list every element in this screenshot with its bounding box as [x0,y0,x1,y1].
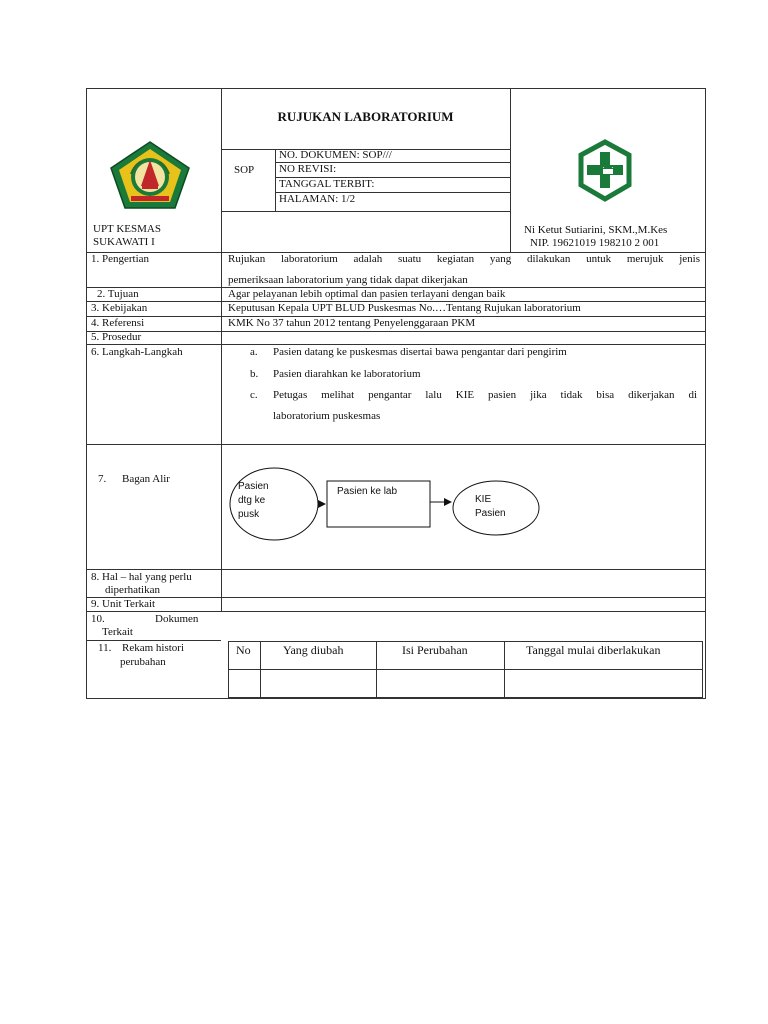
border-right [705,88,706,699]
label-column-divider [221,88,222,611]
kebijakan-text: Keputusan Kepala UPT BLUD Puskesmas No.…Tentang Rujukan laboratorium [228,302,581,314]
tujuan-label: 2. Tujuan [97,288,139,300]
revision-number: NO REVISI: [279,163,337,175]
document-number: NO. DOKUMEN: SOP/// [279,149,392,161]
langkah-item-c-marker: c. [250,389,258,401]
langkah-label: 6. Langkah-Langkah [91,346,183,358]
history-header-date: Tanggal mulai diberlakukan [526,643,661,657]
langkah-item-c-text: Petugas melihat pengantar lalu KIE pasien jika tidak bisa dikerjakan di [273,389,697,401]
flow-node-start-line2: dtg ke [238,495,266,506]
dokumen-number: 10. [91,613,105,625]
pengertian-text-line2: pemeriksaan laboratorium yang tidak dapat dikerjakan [228,274,468,286]
row-line-5 [86,331,705,332]
flow-node-start-line3: pusk [238,509,260,520]
rekam-label-line1: Rekam histori [122,642,185,654]
referensi-text: KMK No 37 tahun 2012 tentang Penyelenggaraan PKM [228,317,476,329]
flow-node-process-label: Pasien ke lab [337,486,398,497]
meta-bottom-line [221,211,510,212]
pengertian-label: 1. Pengertian [91,253,150,265]
border-bottom [86,698,705,699]
referensi-label: 4. Referensi [91,317,145,329]
row-line-7 [86,444,705,445]
row-line-11 [86,640,221,641]
langkah-item-c-continuation: laboratorium puskesmas [273,410,381,422]
langkah-item-a-text: Pasien datang ke puskesmas disertai bawa pengantar dari pengirim [273,346,567,358]
flow-node-end-line2: Pasien [475,508,506,519]
pengertian-text-line1: Rujukan laboratorium adalah suatu kegiatan yang dilakukan untuk merujuk jenis [228,253,700,265]
history-header-changed: Yang diubah [283,643,344,657]
dokumen-terkait-line2: Terkait [102,626,133,638]
langkah-item-b-marker: b. [250,368,259,380]
border-top [86,88,705,89]
kebijakan-label: 3. Kebijakan [91,302,148,314]
rekam-number: 11. [98,642,112,654]
border-left [86,88,87,699]
issue-date: TANGGAL TERBIT: [279,178,375,190]
hal-label-line1: 8. Hal – hal yang perlu [91,571,192,583]
page-number: HALAMAN: 1/2 [279,193,356,205]
history-header-no: No [236,643,251,657]
row-line-10 [86,611,705,612]
organization-name-line1: UPT KESMAS [93,223,161,235]
flow-node-end-line1: KIE [475,494,492,505]
signer-nip: NIP. 19621019 198210 2 001 [530,237,660,249]
puskesmas-logo [576,139,634,203]
bagan-number: 7. [98,473,107,485]
prosedur-label: 5. Prosedur [91,331,142,343]
signer-name: Ni Ketut Sutiarini, SKM.,M.Kes [524,224,668,236]
rekam-label-line2: perubahan [120,656,166,668]
row-line-8 [86,569,705,570]
bagan-label: Bagan Alir [122,473,170,485]
row-line-9 [86,597,705,598]
history-header-content: Isi Perubahan [402,643,468,657]
flow-node-start-line1: Pasien [238,481,269,492]
tujuan-text: Agar pelayanan lebih optimal dan pasien terlayani dengan baik [228,288,506,300]
sop-label: SOP [234,164,255,176]
flowchart [228,462,548,544]
langkah-item-b-text: Pasien diarahkan ke laboratorium [273,368,421,380]
page-title: RUJUKAN LABORATORIUM [277,109,454,124]
hal-label-line2: diperhatikan [105,584,160,596]
header-right-divider [510,88,511,252]
row-line-6 [86,344,705,345]
sop-divider [275,149,276,211]
unit-terkait-label: 9. Unit Terkait [91,598,156,610]
dokumen-word: Dokumen [155,613,199,625]
langkah-item-a-marker: a. [250,346,258,358]
regency-emblem-logo [109,140,191,210]
organization-name-line2: SUKAWATI I [93,236,155,248]
history-table [228,641,703,698]
